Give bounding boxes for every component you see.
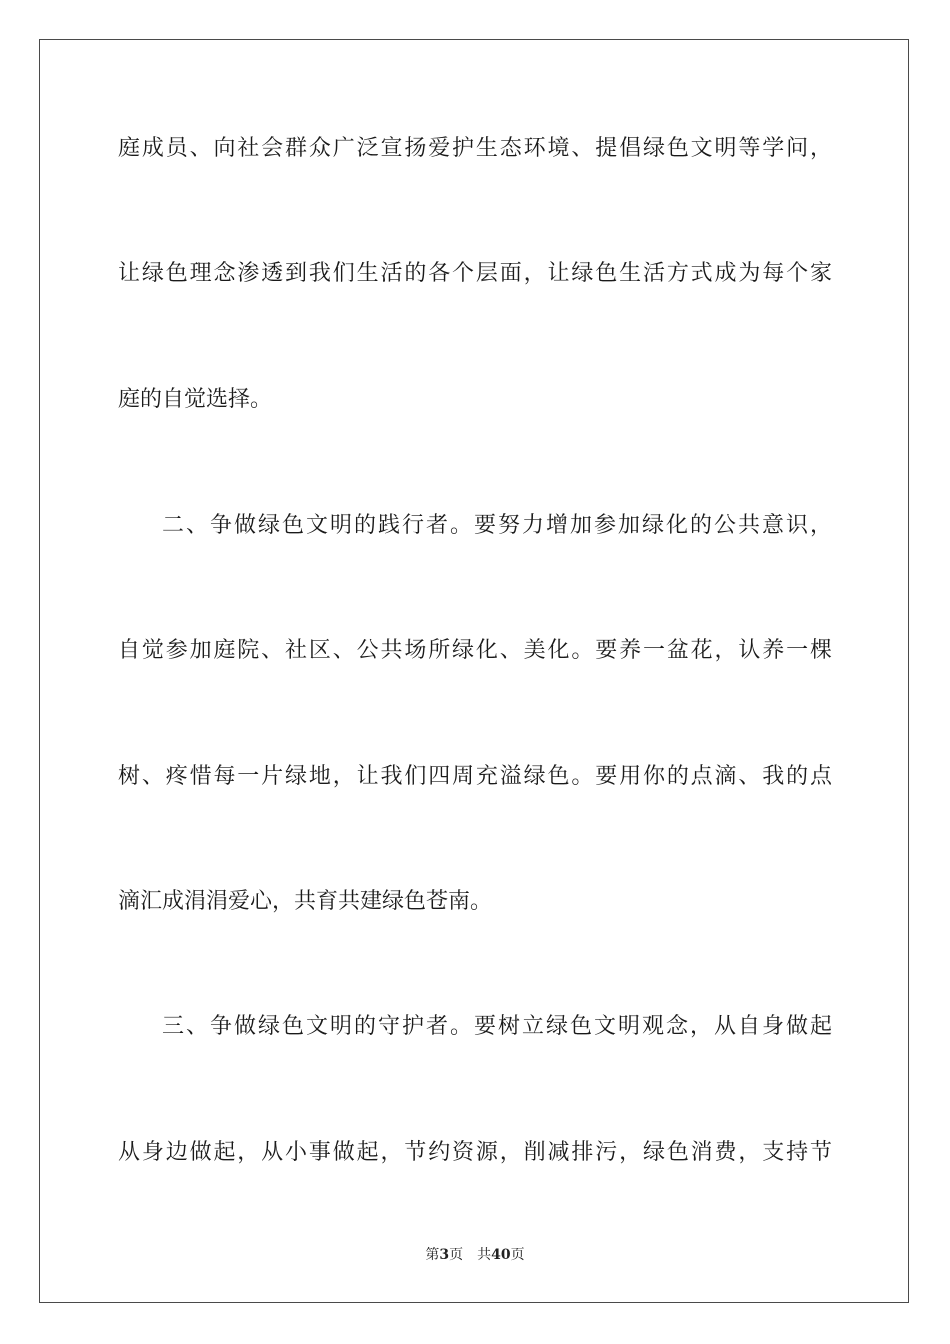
total-pages: 40: [491, 1247, 511, 1263]
page-border: [39, 39, 909, 1303]
body-line-6: 树、疼惜每一片绿地，让我们四周充溢绿色。要用你的点滴、我的点: [118, 764, 832, 789]
body-line-3: 庭的自觉选择。: [118, 387, 273, 412]
total-prefix: 共: [477, 1247, 492, 1263]
page-suffix: 页: [449, 1247, 464, 1263]
page-prefix: 第: [425, 1247, 440, 1263]
paragraph-2-line-1: 二、争做绿色文明的践行者。要努力增加参加绿化的公共意识，: [162, 513, 832, 538]
body-line-5: 自觉参加庭院、社区、公共场所绿化、美化。要养一盆花，认养一棵: [118, 638, 832, 663]
total-suffix: 页: [510, 1247, 525, 1263]
body-line-1: 庭成员、向社会群众广泛宣扬爱护生态环境、提倡绿色文明等学问，: [118, 136, 832, 161]
paragraph-3-line-1: 三、争做绿色文明的守护者。要树立绿色文明观念，从自身做起: [162, 1014, 832, 1039]
body-line-9: 从身边做起，从小事做起，节约资源，削减排污，绿色消费，支持节: [118, 1140, 832, 1165]
body-line-7: 滴汇成涓涓爱心，共育共建绿色苍南。: [118, 889, 493, 914]
body-line-2: 让绿色理念渗透到我们生活的各个层面，让绿色生活方式成为每个家: [118, 261, 832, 286]
page-number: 3: [439, 1247, 450, 1263]
page-footer: [0, 1246, 950, 1264]
